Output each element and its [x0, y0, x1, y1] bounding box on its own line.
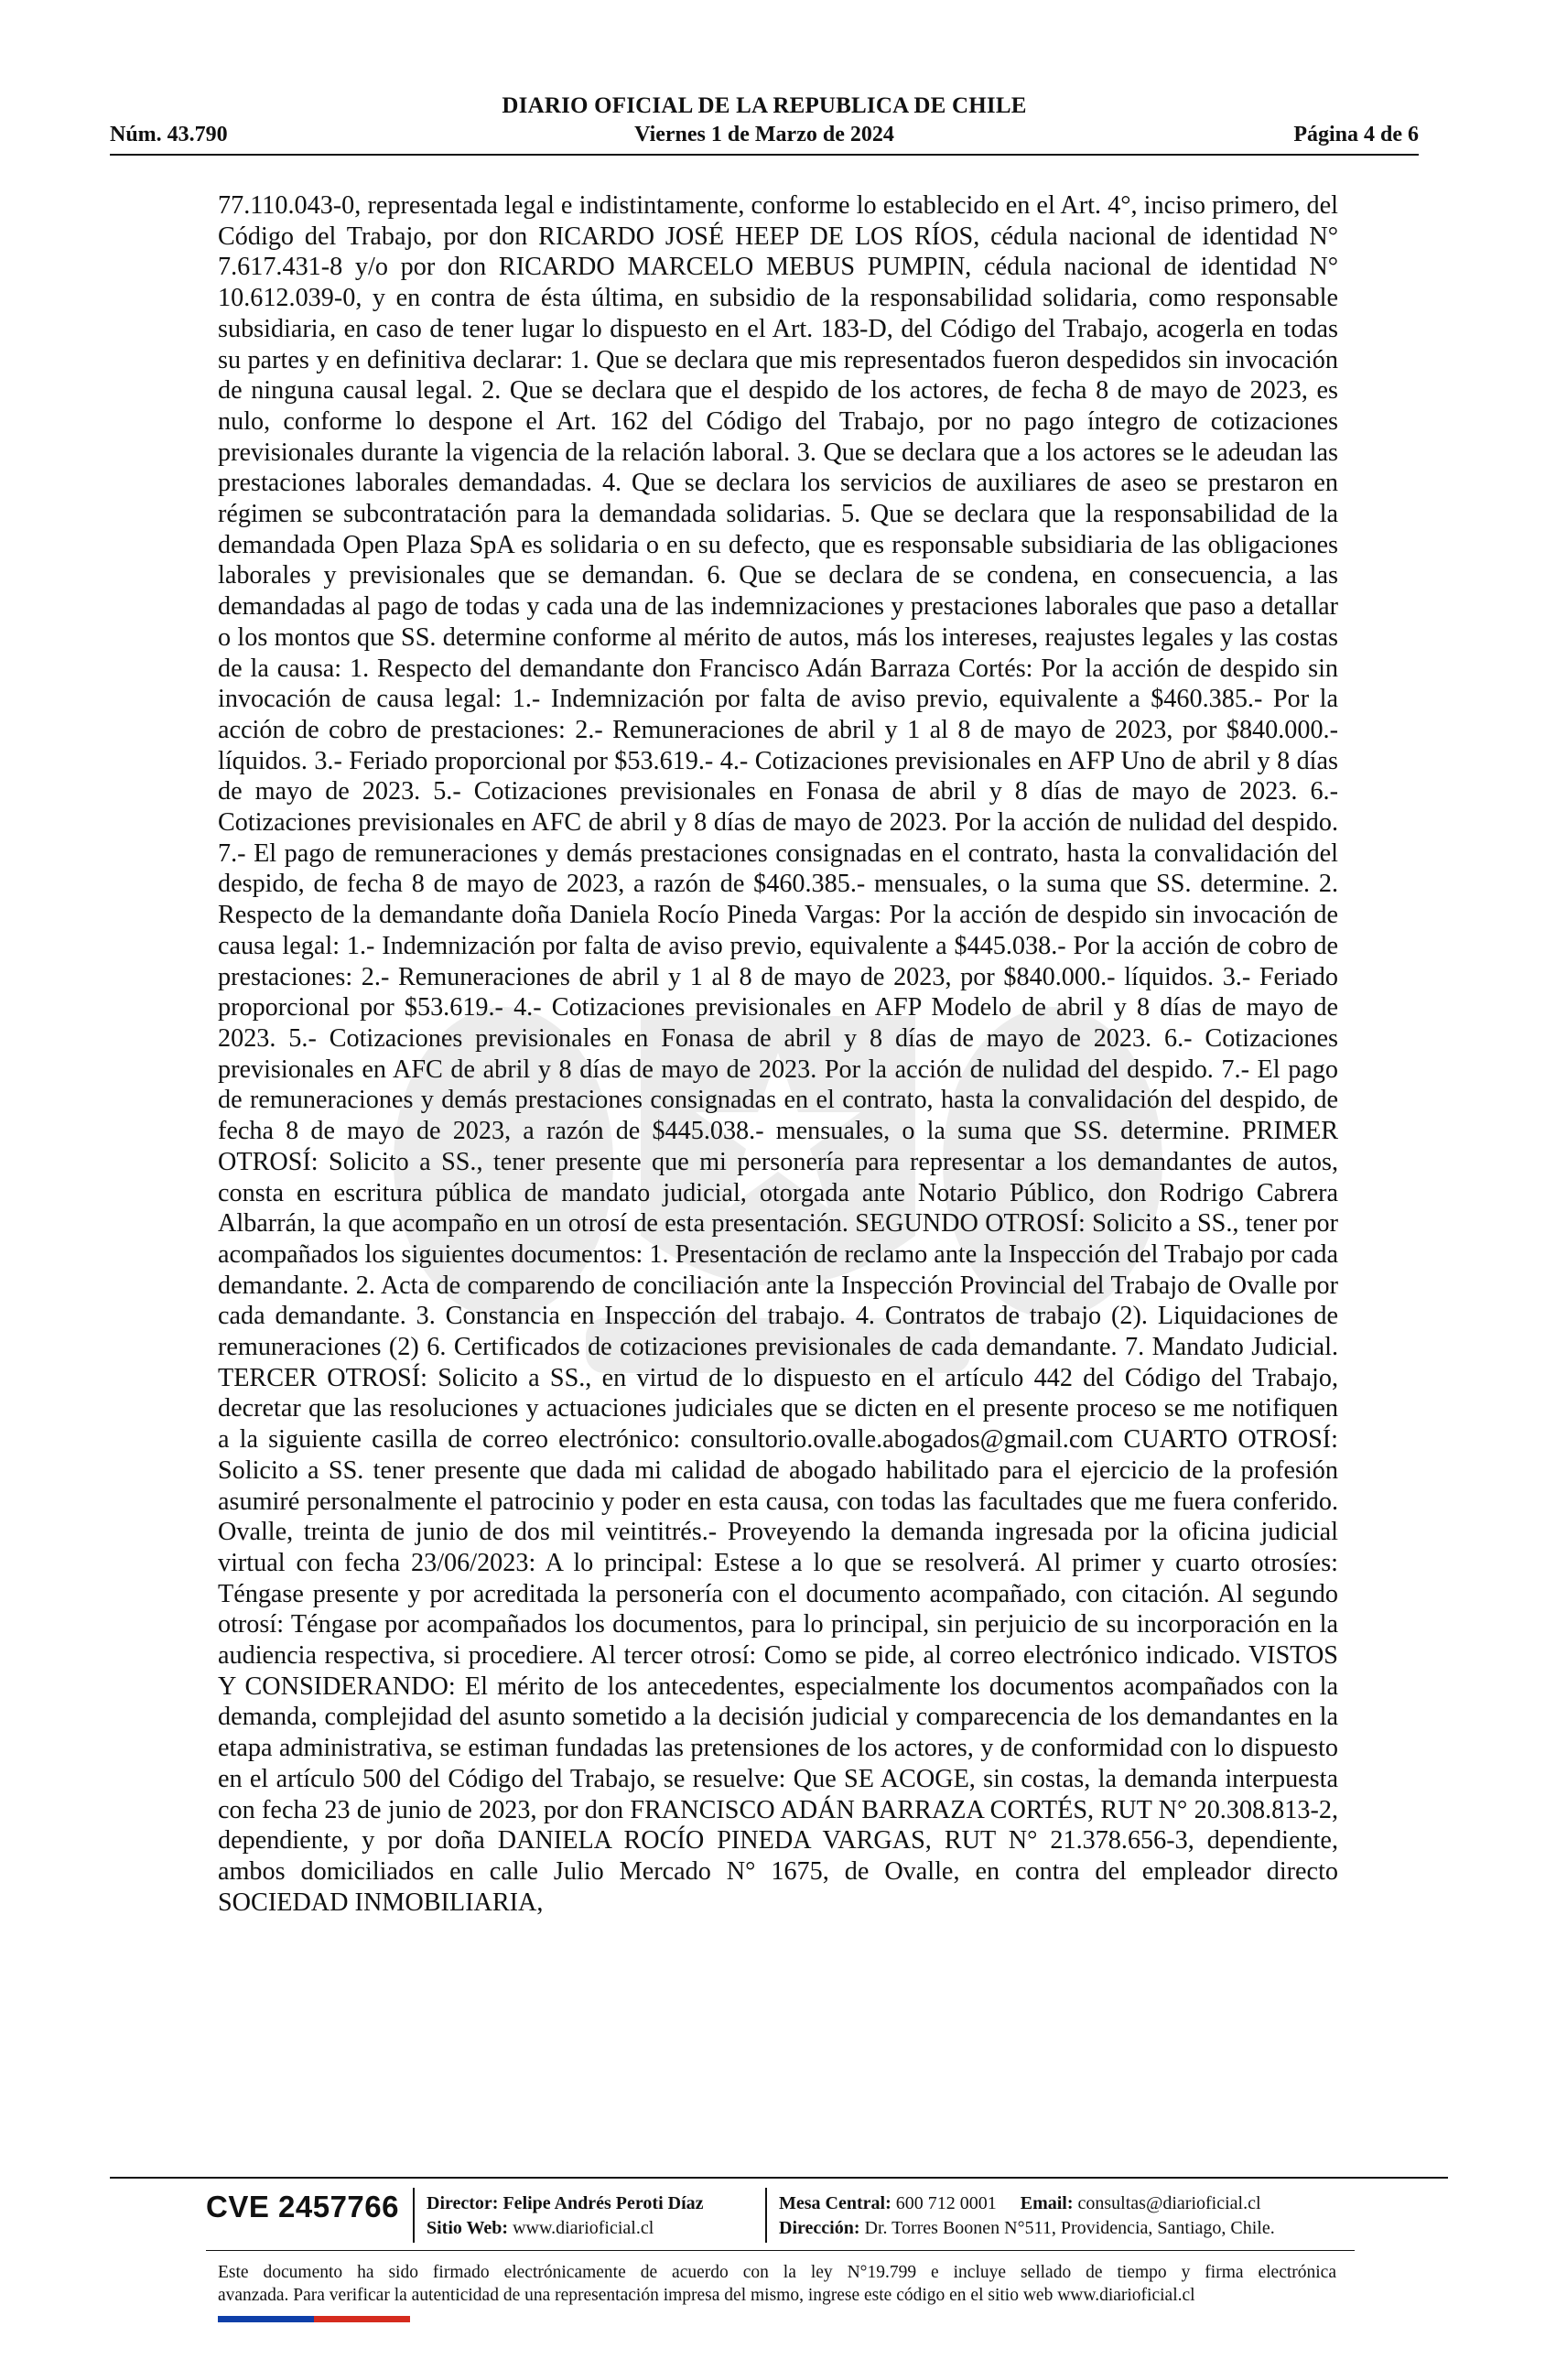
address-label: Dirección: — [779, 2218, 860, 2238]
issue-number: Núm. 43.790 — [110, 123, 228, 146]
phone-label: Mesa Central: — [779, 2193, 891, 2213]
address-value: Dr. Torres Boonen N°511, Providencia, Santiago, Chile. — [864, 2218, 1275, 2238]
flag-color-bar — [218, 2316, 410, 2322]
issue-date: Viernes 1 de Marzo de 2024 — [634, 123, 894, 146]
website-link[interactable]: www.diarioficial.cl — [513, 2218, 654, 2238]
website-label: Sitio Web: — [427, 2218, 509, 2238]
document-body — [218, 190, 1338, 1918]
legal-line: Este documento ha sido firmado electrónicamente de acuerdo con la ley N°19.799 e incluye sellado de tiempo y firma electrónica — [218, 2263, 1336, 2282]
footer-separator — [765, 2188, 767, 2243]
footer-divider — [110, 2177, 1448, 2179]
page-header — [110, 92, 1419, 150]
footer-divider — [206, 2250, 1355, 2251]
cve-code: CVE 2457766 — [206, 2190, 399, 2223]
page-number: Página 4 de 6 — [1293, 123, 1419, 146]
body-paragraph: 77.110.043-0, representada legal e indistintamente, conforme lo establecido en el Art. 4°, inciso primero, del Código del Trabajo, por don RICARDO JOSÉ HEEP DE LOS RÍOS, cédula nacional de identidad N° 7.617.431-8 y/o por don RICARDO MARCELO MEBUS PUMPIN, cédula nacional de identidad N° 10.612.039-0, y en contra de ésta última, en subsidio de la responsabilidad solidaria, como responsable subsidiaria, en caso de tener lugar lo dispuesto en el Art. 183-D, del Código del Trabajo, acogerla en todas su partes y en definitiva declarar: 1. Que se declara que mis representados fueron despedidos sin invocación de ninguna causal legal. 2. Que se declara que el despido de los actores, de fecha 8 de mayo de 2023, es nulo, conforme lo despone el Art. 162 del Código del Trabajo, por no pago íntegro de cotizaciones previsionales durante la vigencia de la relación laboral. 3. Que se declara que a los actores se le adeudan las prestaciones laborales demandadas. 4. Que se declara los servicios de auxiliares de aseo se prestaron en régimen se subcontratación para la demandada solidarias. 5. Que se declara que la responsabilidad de la demandada Open Plaza SpA es solidaria o en su defecto, que es responsable subsidiaria de las obligaciones laborales y previsionales que se demandan. 6. Que se declara de se condena, en consecuencia, a las demandadas al pago de todas y cada una de las indemnizaciones y prestaciones laborales que paso a detallar o los montos que SS. determine conforme al mérito de autos, más los intereses, reajustes legales y las costas de la causa: 1. Respecto del demandante don Francisco Adán Barraza Cortés: Por la acción de despido sin invocación de causa legal: 1.- Indemnización por falta de aviso previo, equivalente a $460.385.- Por la acción de cobro de prestaciones: 2.- Remuneraciones de abril y 1 al 8 de mayo de 2023, por $840.000.- líquidos. 3.- Feriado proporcional por $53.619.- 4.- Cotizaciones previsionales en AFP Uno de abril y 8 días de mayo de 2023. 5.- Cotizaciones previsionales en Fonasa de abril y 8 días de mayo de 2023. 6.- Cotizaciones previsionales en AFC de abril y 8 días de mayo de 2023. Por la acción de nulidad del despido. 7.- El pago de remuneraciones y demás prestaciones consignadas en el contrato, hasta la convalidación del despido, de fecha 8 de mayo de 2023, a razón de $460.385.- mensuales, o la suma que SS. determine. 2. Respecto de la demandante doña Daniela Rocío Pineda Vargas: Por la acción de despido sin invocación de causa legal: 1.- Indemnización por falta de aviso previo, equivalente a $445.038.- Por la acción de cobro de prestaciones: 2.- Remuneraciones de abril y 1 al 8 de mayo de 2023, por $840.000.- líquidos. 3.- Feriado proporcional por $53.619.- 4.- Cotizaciones previsionales en AFP Modelo de abril y 8 días de mayo de 2023. 5.- Cotizaciones previsionales en Fonasa de abril y 8 días de mayo de 2023. 6.- Cotizaciones previsionales en AFC de abril y 8 días de mayo de 2023. Por la acción de nulidad del despido. 7.- El pago de remuneraciones y demás prestaciones consignadas en el contrato, hasta la convalidación del despido, de fecha 8 de mayo de 2023, a razón de $445.038.- mensuales, o la suma que SS. determine. PRIMER OTROSÍ: Solicito a SS., tener presente que mi personería para representar a los demandantes de autos, consta en escritura pública de mandato judicial, otorgada ante Notario Público, don Rodrigo Cabrera Albarrán, la que acompaño en un otrosí de esta presentación. SEGUNDO OTROSÍ: Solicito a SS., tener por acompañados los siguientes documentos: 1. Presentación de reclamo ante la Inspección del Trabajo por cada demandante. 2. Acta de comparendo de conciliación ante la Inspección Provincial del Trabajo de Ovalle por cada demandante. 3. Constancia en Inspección del trabajo. 4. Contratos de trabajo (2). Liquidaciones de remuneraciones (2) 6. Certificados de cotizaciones previsionales de cada demandante. 7. Mandato Judicial. TERCER OTROSÍ: Solicito a SS., en virtud de lo dispuesto en el artículo 442 del Código del Trabajo, decretar que las resoluciones y actuaciones judiciales que se dicten en el presente proceso se me notifiquen a la siguiente casilla de correo electrónico: consultorio.ovalle.abogados@gmail.com CUARTO OTROSÍ: Solicito a SS. tener presente que dada mi calidad de abogado habilitado para el ejercicio de la profesión asumiré personalmente el patrocinio y poder en esta causa, con todas las facultades que me fuera conferido. Ovalle, treinta de junio de dos mil veintitrés.- Proveyendo la demanda ingresada por la oficina judicial virtual con fecha 23/06/2023: A lo principal: Estese a lo que se resolverá. Al primer y cuarto otrosíes: Téngase presente y por acreditada la personería con el documento acompañado, con citación. Al segundo otrosí: Téngase por acompañados los documentos, para lo principal, sin perjuicio de su incorporación en la audiencia respectiva, si procediere. Al tercer otrosí: Como se pide, al correo electrónico indicado. VISTOS Y CONSIDERANDO: El mérito de los antecedentes, especialmente los documentos acompañados con la demanda, complejidad del asunto sometido a la decisión judicial y comparecencia de los demandantes en la etapa administrativa, se estiman fundadas las pretensiones de los actores, y de conformidad con lo dispuesto en el artículo 500 del Código del Trabajo, se resuelve: Que SE ACOGE, sin costas, la demanda interpuesta con fecha 23 de junio de 2023, por don FRANCISCO ADÁN BARRAZA CORTÉS, RUT N° 20.308.813-2, dependiente, y por doña DANIELA ROCÍO PINEDA VARGAS, RUT N° 21.378.656-3, dependiente, ambos domiciliados en calle Julio Mercado N° 1675, de Ovalle, en contra del empleador directo SOCIEDAD INMOBILIARIA, — [218, 191, 1338, 1917]
footer-separator — [413, 2188, 415, 2243]
flag-blue-stripe — [218, 2316, 314, 2322]
phone-value: 600 712 0001 — [895, 2193, 997, 2213]
email-label: Email: — [1020, 2193, 1074, 2213]
gazette-title: DIARIO OFICIAL DE LA REPUBLICA DE CHILE — [502, 93, 1027, 118]
legal-line: avanzada. Para verificar la autenticidad de una representación impresa del mismo, ingrese este código en el sitio web www.diarioficial.cl — [218, 2286, 1195, 2305]
legal-notice — [218, 2261, 1336, 2307]
email-link[interactable]: consultas@diarioficial.cl — [1077, 2193, 1261, 2213]
footer-contact-block — [779, 2191, 1275, 2241]
footer-director-block — [427, 2191, 704, 2241]
header-divider — [110, 154, 1419, 156]
flag-red-stripe — [314, 2316, 410, 2322]
director-label: Director: — [427, 2193, 499, 2213]
director-name: Felipe Andrés Peroti Díaz — [502, 2193, 704, 2213]
